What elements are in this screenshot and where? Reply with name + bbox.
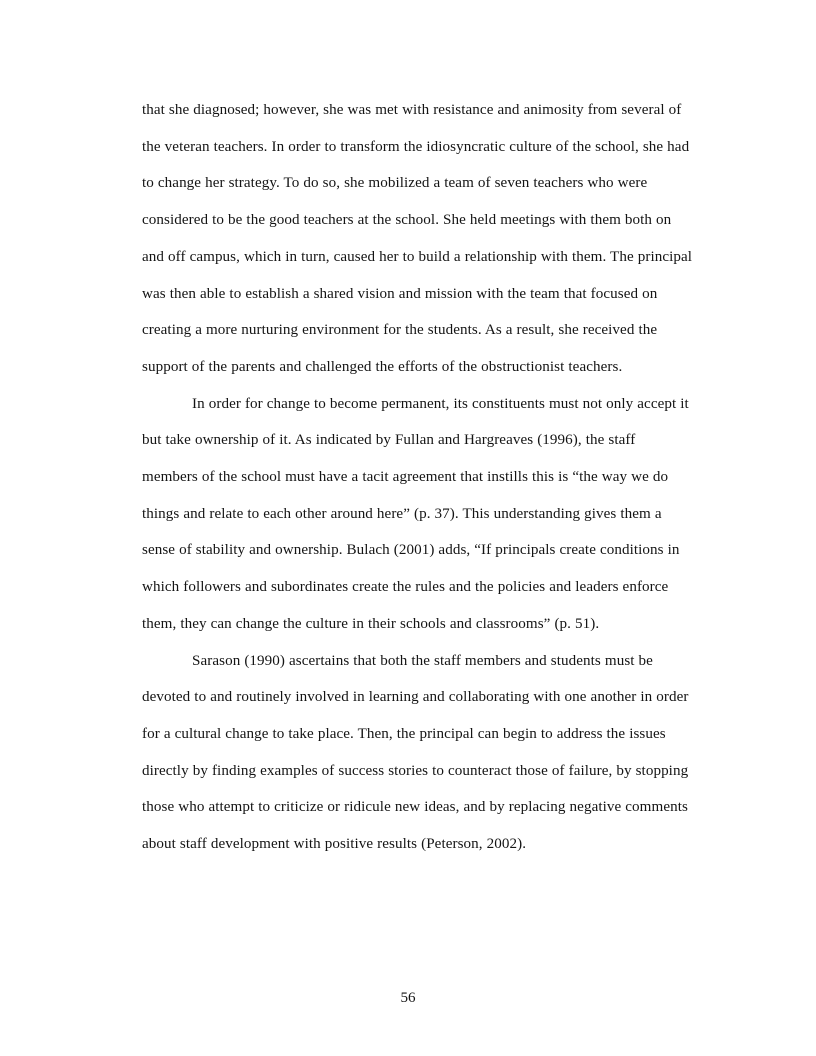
- text-line: for a cultural change to take place. Then, the principal can begin to address the issues: [142, 725, 666, 742]
- paragraph-school-culture-transformation: [142, 92, 722, 386]
- paragraph-sarason-collaboration: [142, 643, 722, 863]
- text-line: considered to be the good teachers at the school. She held meetings with them both on: [142, 212, 672, 229]
- text-line: was then able to establish a shared vision and mission with the team that focused on: [142, 285, 658, 302]
- text-line: to change her strategy. To do so, she mobilized a team of seven teachers who were: [142, 175, 648, 192]
- text-line: support of the parents and challenged the efforts of the obstructionist teachers.: [142, 358, 623, 375]
- text-line: Sarason (1990) ascertains that both the staff members and students must be: [192, 652, 653, 669]
- text-line: and off campus, which in turn, caused her to build a relationship with them. The principal: [142, 248, 693, 265]
- paragraph-change-ownership: [142, 386, 722, 643]
- text-line: those who attempt to criticize or ridicule new ideas, and by replacing negative comments: [142, 799, 688, 816]
- text-line: about staff development with positive results (Peterson, 2002).: [142, 836, 527, 853]
- text-line: directly by finding examples of success stories to counteract those of failure, by stopping: [142, 762, 689, 779]
- text-line: members of the school must have a tacit agreement that instills this is “the way we do: [142, 469, 669, 486]
- text-line: sense of stability and ownership. Bulach (2001) adds, “If principals create conditions in: [142, 542, 680, 559]
- text-line: the veteran teachers. In order to transform the idiosyncratic culture of the school, she had: [142, 138, 690, 155]
- text-line: creating a more nurturing environment for the students. As a result, she received the: [142, 322, 658, 339]
- page-number: 56: [400, 990, 416, 1006]
- text-line: which followers and subordinates create the rules and the policies and leaders enforce: [142, 579, 669, 596]
- text-line: that she diagnosed; however, she was met with resistance and animosity from several of: [142, 102, 682, 118]
- text-line: In order for change to become permanent, its constituents must not only accept it: [192, 395, 689, 412]
- text-line: devoted to and routinely involved in learning and collaborating with one another in order: [142, 689, 689, 706]
- text-line: things and relate to each other around here” (p. 37). This understanding gives them a: [142, 505, 662, 522]
- text-line: but take ownership of it. As indicated by Fullan and Hargreaves (1996), the staff: [142, 432, 636, 449]
- document-body-text: [142, 92, 722, 863]
- text-line: them, they can change the culture in their schools and classrooms” (p. 51).: [142, 615, 600, 632]
